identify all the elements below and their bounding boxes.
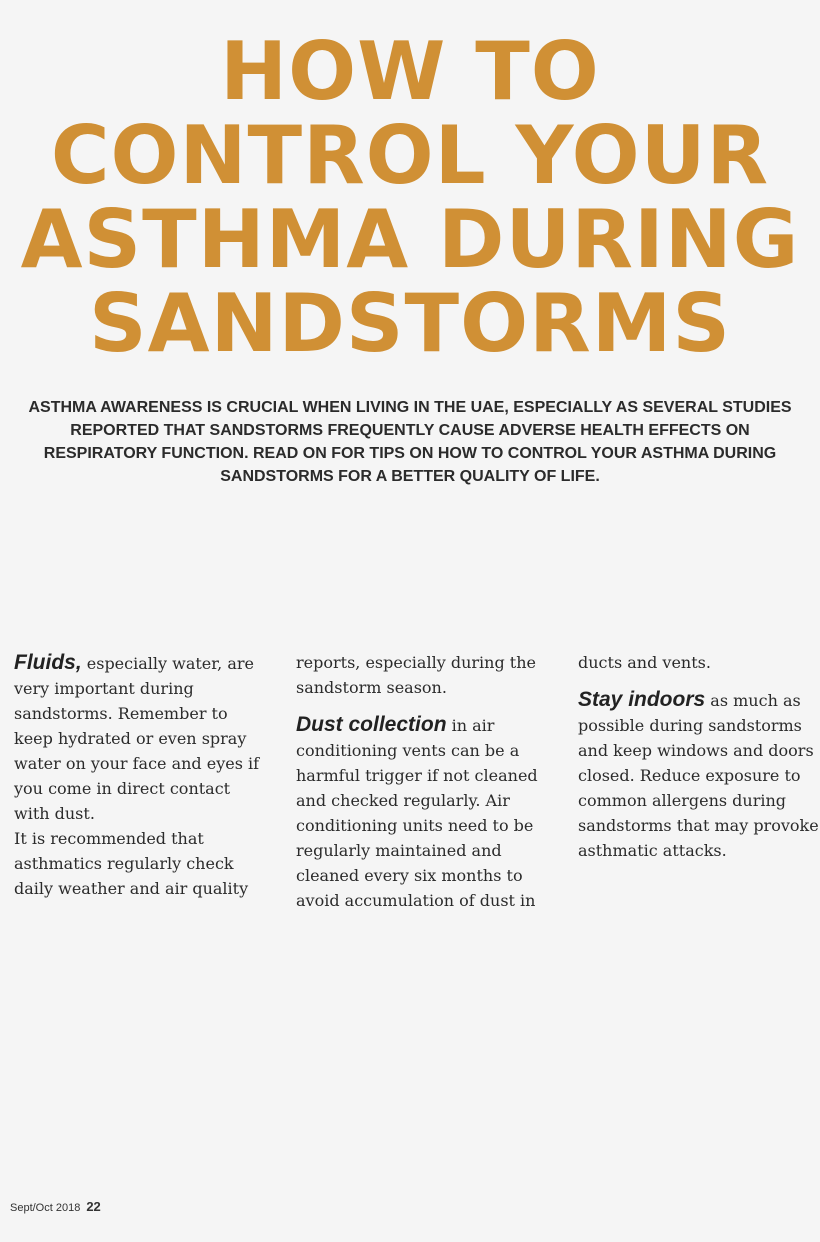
intro-paragraph: ASTHMA AWARENESS IS CRUCIAL WHEN LIVING IN THE UAE, ESPECIALLY AS SEVERAL STUDIES REPORTED THAT SANDSTORMS FREQUENTLY CAUSE ADVERSE HEALTH EFFECTS ON RESPIRATORY FUNCTION. READ ON FOR TIPS ON HOW TO CONTROL YOUR ASTHMA DURING SANDSTORMS FOR A BETTER QUALITY OF LIFE. bbox=[28, 399, 792, 485]
headline-line-2: CONTROL YOUR bbox=[50, 109, 770, 202]
dust-collection-lead: Dust collection bbox=[296, 713, 447, 736]
stay-indoors-lead: Stay indoors bbox=[578, 688, 706, 711]
dust-collection-paragraph bbox=[296, 712, 544, 913]
article-column-1 bbox=[14, 650, 262, 901]
issue-date: Sept/Oct 2018 bbox=[10, 1202, 81, 1214]
page-number: 22 bbox=[86, 1199, 101, 1214]
air-quality-paragraph: It is recommended that asthmatics regularly check daily weather and air quality bbox=[14, 829, 249, 898]
dust-collection-continued: ducts and vents. bbox=[578, 653, 711, 672]
article-column-2 bbox=[296, 650, 544, 913]
article-column-3 bbox=[578, 650, 820, 863]
fluids-lead: Fluids, bbox=[14, 651, 82, 674]
stay-indoors-text: as much as possible during sandstorms and keep windows and doors closed. Reduce exposure to common allergens during sandstorms that may provoke asthmatic attacks. bbox=[578, 691, 819, 860]
headline-line-4: SANDSTORMS bbox=[89, 277, 731, 370]
stay-indoors-paragraph bbox=[578, 687, 820, 863]
article-headline bbox=[0, 25, 820, 370]
dust-collection-text: in air conditioning vents can be a harmful trigger if not cleaned and checked regularly. Air conditioning units need to be regularly maintained and cleaned every six months to avoid accumulation of dust in bbox=[296, 716, 538, 910]
page-footer bbox=[10, 1199, 101, 1214]
fluids-text: especially water, are very important during sandstorms. Remember to keep hydrated or even spray water on your face and eyes if you come in direct contact with dust. bbox=[14, 654, 260, 823]
air-quality-continued: reports, especially during the sandstorm season. bbox=[296, 653, 536, 697]
headline-line-3: ASTHMA DURING bbox=[20, 193, 800, 286]
fluids-paragraph bbox=[14, 650, 262, 826]
headline-line-1: HOW TO bbox=[220, 25, 600, 118]
